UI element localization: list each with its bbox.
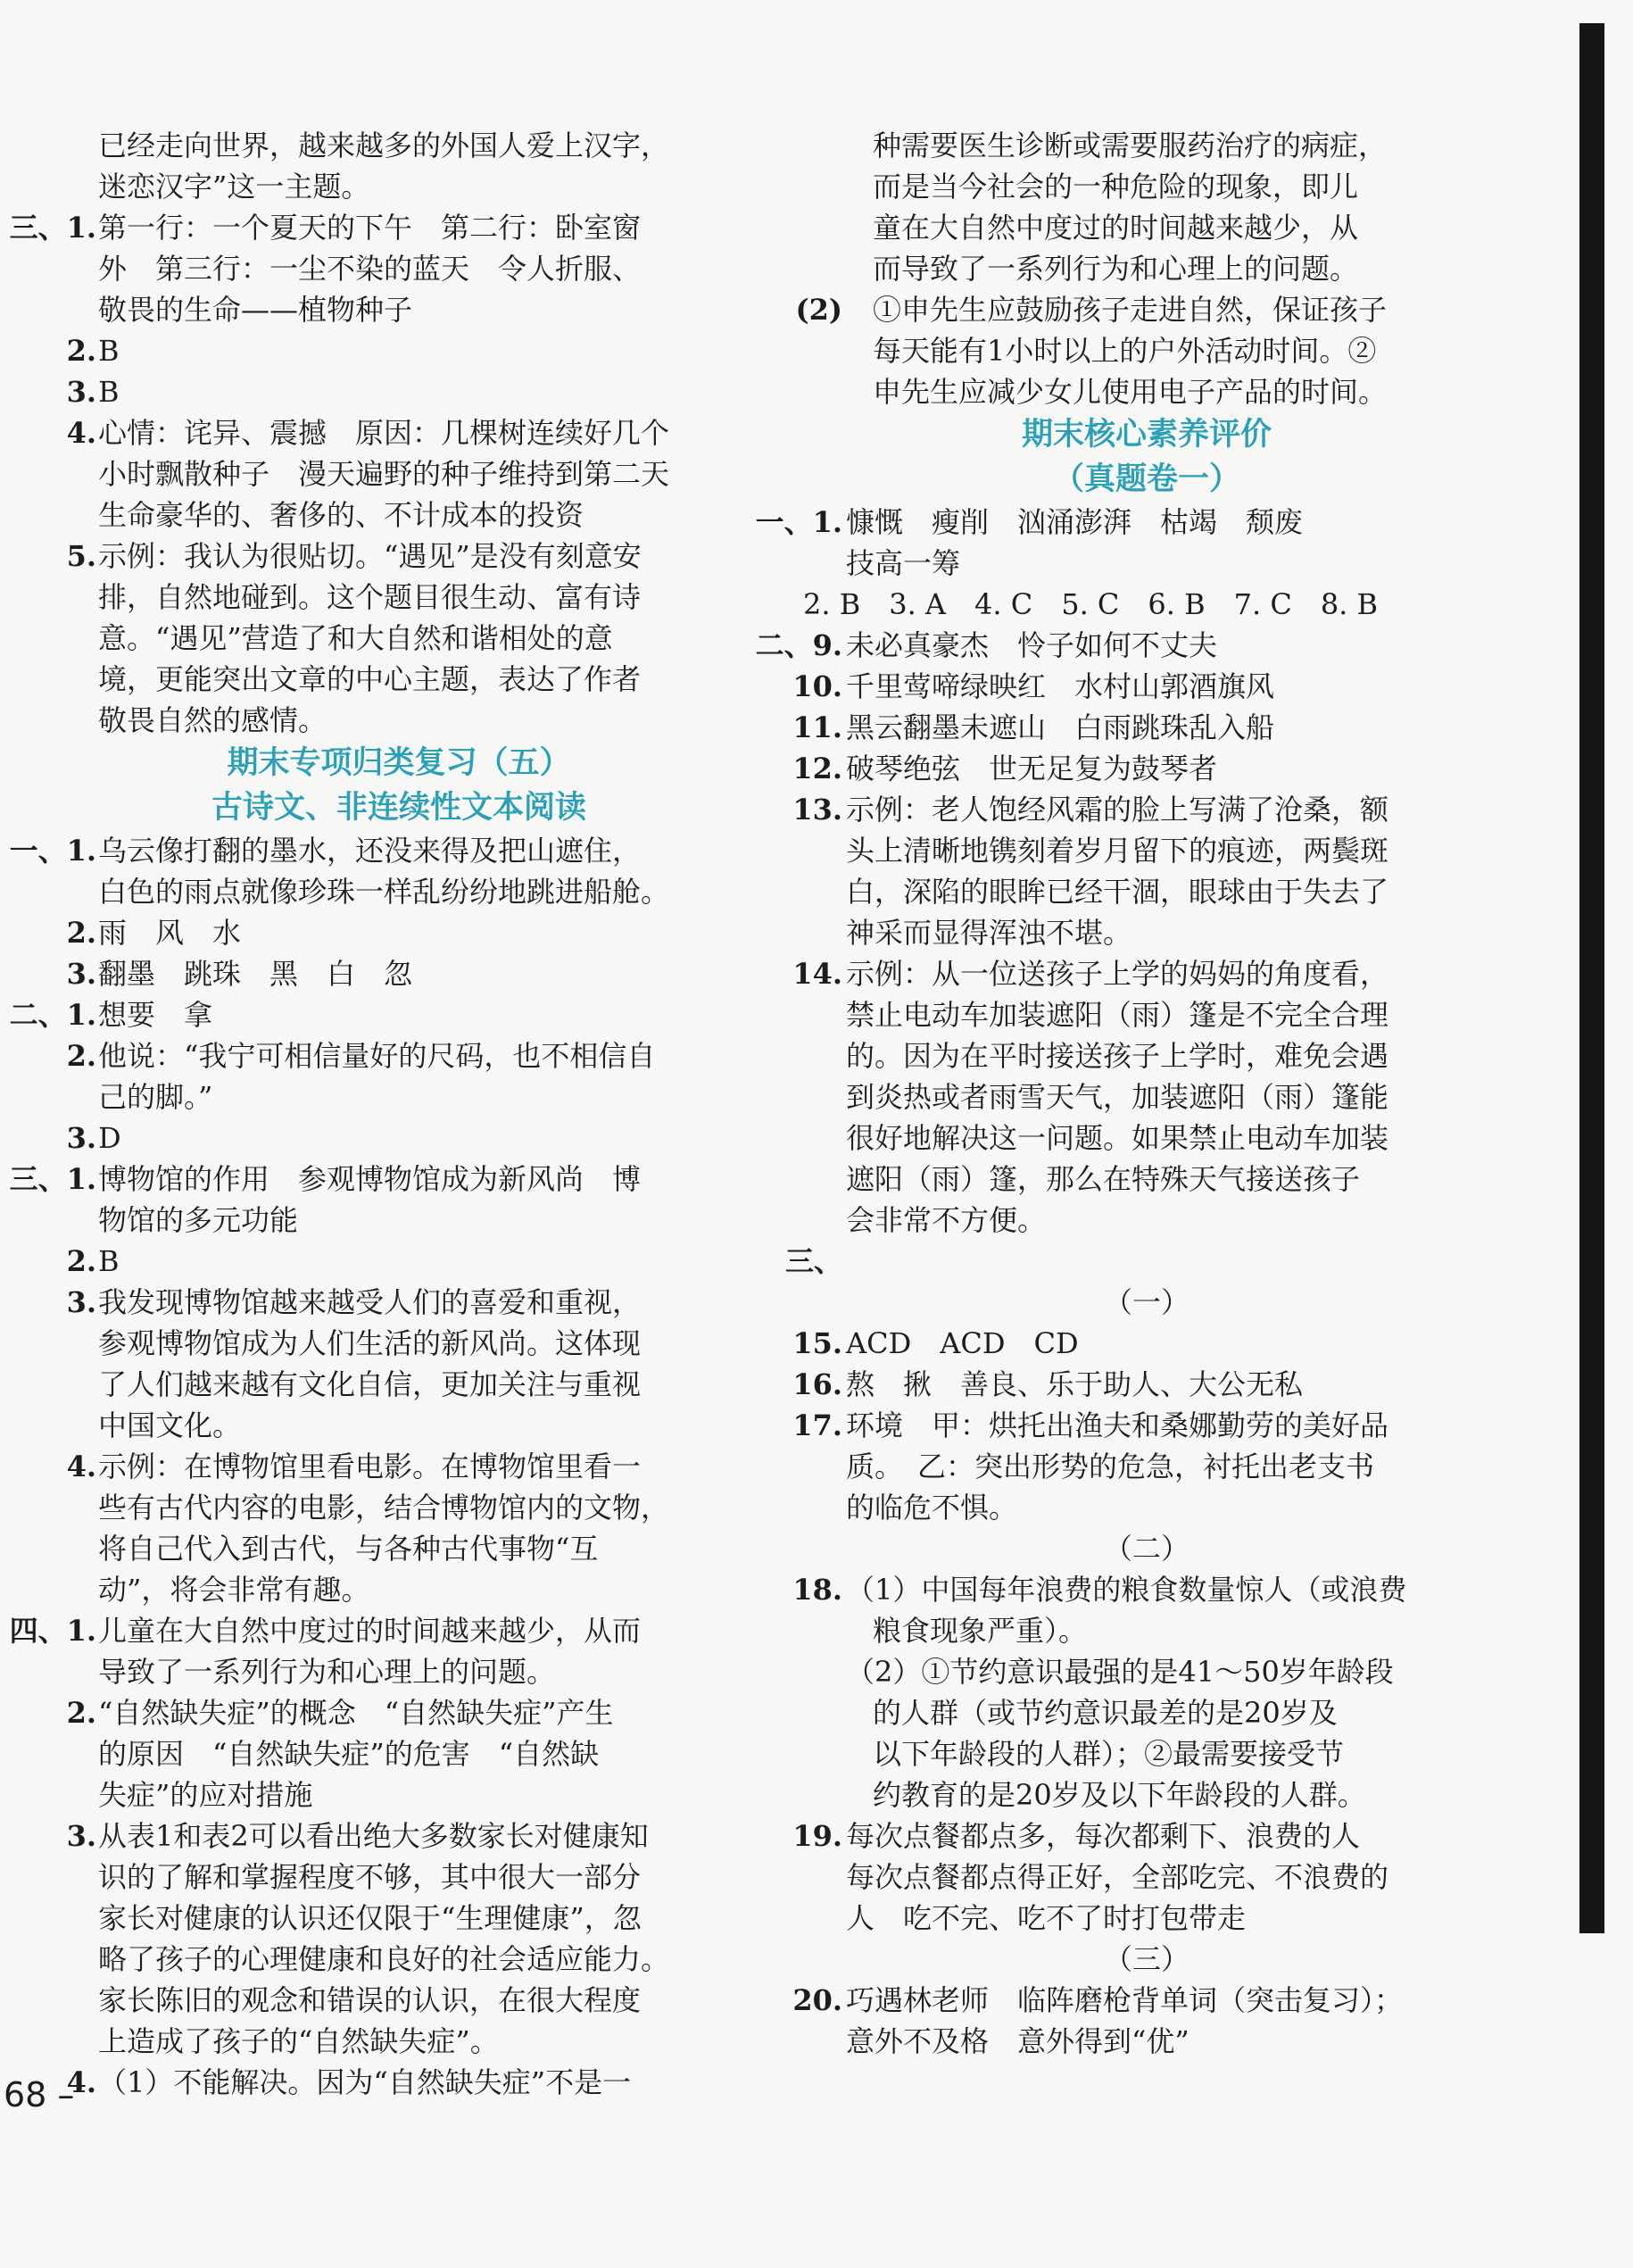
answer-line: [792, 666, 1490, 707]
answer-line: [55, 1035, 742, 1076]
question-marker: 三、1.: [9, 211, 96, 245]
answer-line: [55, 1405, 742, 1446]
answer-line: [55, 2021, 742, 2062]
question-marker: 二、9.: [755, 628, 842, 662]
answer-line: [803, 994, 1490, 1035]
answer-text: 家长对健康的认识还仅限于“生理健康”，忽: [98, 1901, 642, 1935]
answer-line: [55, 577, 742, 618]
answer-line: [803, 1857, 1490, 1898]
answer-line: [55, 166, 742, 207]
question-marker: 18.: [792, 1573, 842, 1607]
answer-line: [803, 1159, 1490, 1200]
question-marker: 17.: [792, 1408, 842, 1442]
answer-line: [55, 1939, 742, 1980]
section-heading: 期末核心素养评价: [1021, 417, 1272, 453]
answer-line: [803, 207, 1490, 248]
answer-line: [803, 912, 1490, 953]
answer-text: D: [98, 1121, 121, 1155]
answer-line: [55, 1651, 742, 1692]
answer-line: [55, 659, 742, 700]
answer-line: [55, 1323, 742, 1364]
answer-text: 导致了一系列行为和心理上的问题。: [98, 1655, 556, 1689]
question-marker: 3.: [66, 1819, 96, 1853]
question-marker: 16.: [792, 1367, 842, 1401]
answer-line: [9, 207, 742, 248]
answer-text: 境，更能突出文章的中心主题，表达了作者: [98, 662, 642, 696]
answer-text: 失症”的应对措施: [98, 1778, 313, 1812]
answer-text: 质。 乙：突出形势的危急，衬托出老支书: [846, 1450, 1375, 1483]
answer-text: 申先生应减少女儿使用电子产品的时间。: [873, 375, 1388, 409]
answer-text: 雨 风 水: [98, 916, 242, 950]
answer-text: 禁止电动车加装遮阳（雨）篷是不完全合理: [846, 998, 1389, 1032]
answer-text: 将自己代入到古代，与各种古代事物“互: [98, 1532, 599, 1566]
question-marker: 3.: [66, 957, 96, 991]
answer-text: “自然缺失症”的概念 “自然缺失症”产生: [98, 1696, 614, 1730]
answer-text: 略了孩子的心理健康和良好的社会适应能力。: [98, 1942, 670, 1976]
question-marker: 一、1.: [9, 834, 96, 868]
answer-text: 上造成了孩子的“自然缺失症”。: [98, 2024, 499, 2058]
answer-line: [55, 289, 742, 330]
answer-text: 遮阳（雨）篷，那么在特殊天气接送孩子: [846, 1162, 1361, 1196]
answer-line: [55, 1692, 742, 1733]
section-heading: 期末专项归类复习（五）: [227, 745, 571, 781]
answer-text: 种需要医生诊断或需要服药治疗的病症，: [873, 129, 1388, 162]
question-marker: (2): [795, 293, 842, 327]
answer-line: [55, 1282, 742, 1323]
answer-text: 每天能有1小时以上的户外活动时间。②: [873, 334, 1377, 368]
question-marker: 一、1.: [755, 505, 842, 539]
answer-text: 的人群（或节约意识最差的是20岁及: [873, 1696, 1338, 1730]
answer-line: [803, 871, 1490, 912]
answer-line: [803, 830, 1490, 871]
answer-text: ACD ACD CD: [846, 1326, 1079, 1360]
question-marker: 15.: [792, 1326, 842, 1360]
answer-text: 些有古代内容的电影，结合博物馆内的文物，: [98, 1491, 670, 1524]
answer-line: [55, 1774, 742, 1815]
answer-line: [55, 700, 742, 741]
question-marker: 2.: [66, 1696, 96, 1730]
answer-text: 破琴绝弦 世无足复为鼓琴者: [846, 752, 1218, 785]
answer-line: [792, 1980, 1490, 2021]
answer-text: 以下年龄段的人群）；②最需要接受节: [873, 1737, 1345, 1771]
answer-line: [9, 1610, 742, 1651]
question-marker: 13.: [792, 793, 842, 827]
answer-line: [795, 289, 1490, 330]
answer-text: 乌云像打翻的墨水，还没来得及把山遮住，: [98, 834, 642, 868]
answer-text: 已经走向世界，越来越多的外国人爱上汉字，: [98, 129, 670, 162]
answer-text: 而导致了一系列行为和心理上的问题。: [873, 252, 1359, 286]
question-marker: 10.: [792, 669, 842, 703]
answer-line: [803, 2021, 1490, 2062]
answer-text: 环境 甲：烘托出渔夫和桑娜勤劳的美好品: [846, 1408, 1389, 1442]
answer-text: 白色的雨点就像珍珠一样乱纷纷地跳进船舱。: [98, 875, 670, 909]
answer-text: 千里莺啼绿映红 水村山郭酒旗风: [846, 669, 1275, 703]
answer-text: 巧遇林老师 临阵磨枪背单词（突击复习）；: [846, 1983, 1404, 2017]
answer-line: [803, 1076, 1490, 1117]
answer-line: [803, 330, 1490, 371]
question-marker: 14.: [792, 957, 842, 991]
right-column: [755, 125, 1490, 2062]
answer-text: 未必真豪杰 怜子如何不丈夫: [846, 628, 1218, 662]
question-marker: 2.: [66, 916, 96, 950]
answer-text: 心情：诧异、震撼 原因：几棵树连续好几个: [98, 416, 670, 450]
answer-line: [803, 1898, 1490, 1939]
answer-line: [792, 707, 1490, 748]
answer-text: （1）不能解决。因为“自然缺失症”不是一: [98, 2065, 632, 2099]
answer-text: 的。因为在平时接送孩子上学时，难免会遇: [846, 1039, 1389, 1073]
answer-line: [803, 1117, 1490, 1159]
answer-text: 他说：“我宁可相信量好的尺码，也不相信自: [98, 1039, 656, 1073]
answer-text: 白，深陷的眼眸已经干涸，眼球由于失去了: [846, 875, 1389, 909]
answer-line: [55, 1528, 742, 1569]
answer-line: [792, 1569, 1490, 1610]
answer-line: [55, 453, 742, 494]
answer-line: [9, 994, 742, 1035]
answer-text: 很好地解决这一问题。如果禁止电动车加装: [846, 1121, 1389, 1155]
answer-text: B: [98, 1244, 120, 1278]
answer-line: [792, 1323, 1490, 1364]
answer-text: 的临危不惧。: [846, 1491, 1018, 1524]
answer-line: [803, 1774, 1490, 1815]
question-marker: 4.: [66, 416, 96, 450]
answer-text: 神采而显得浑浊不堪。: [846, 916, 1132, 950]
answer-line: [55, 536, 742, 577]
question-marker: 2.: [66, 1244, 96, 1278]
answer-line: [803, 1733, 1490, 1774]
answer-line: [784, 1241, 1490, 1282]
answer-text: 示例：老人饱经风霜的脸上写满了沧桑，额: [846, 793, 1389, 827]
answer-line: [55, 1200, 742, 1241]
answer-text: 生命豪华的、奢侈的、不计成本的投资: [98, 498, 584, 532]
question-marker: 三、1.: [9, 1162, 96, 1196]
answer-text: 而是当今社会的一种危险的现象，即儿: [873, 170, 1359, 204]
answer-text: 敬畏自然的感情。: [98, 703, 327, 737]
answer-text: 2. B 3. A 4. C 5. C 6. B 7. C 8. B: [803, 587, 1379, 621]
answer-text: 示例：我认为很贴切。“遇见”是没有刻意安: [98, 539, 642, 573]
answer-line: [792, 1405, 1490, 1446]
answer-line: [803, 125, 1490, 166]
answer-line: [792, 1364, 1490, 1405]
answer-line: [55, 1569, 742, 1610]
answer-text: 意外不及格 意外得到“优”: [846, 2024, 1190, 2058]
answer-line: [803, 1692, 1490, 1733]
question-marker: 四、1.: [9, 1614, 96, 1648]
section-heading: （真题卷一）: [1052, 461, 1240, 497]
answer-text: 外 第三行：一尘不染的蓝天 令人折服、: [98, 252, 642, 286]
answer-text: 己的脚。”: [98, 1080, 213, 1114]
answer-text: 翻墨 跳珠 黑 白 忽: [98, 957, 413, 991]
question-marker: 2.: [66, 1039, 96, 1073]
answer-line: [803, 1610, 1490, 1651]
answer-text: （2）①节约意识最强的是41～50岁年龄段: [846, 1655, 1394, 1689]
answer-text: 儿童在大自然中度过的时间越来越少，从而: [98, 1614, 642, 1648]
answer-line: [803, 1651, 1490, 1692]
answer-text: 了人们越来越有文化自信，更加关注与重视: [98, 1367, 642, 1401]
answer-text: 家长陈旧的观念和错误的认识，在很大程度: [98, 1983, 642, 2017]
answer-line: [55, 871, 742, 912]
answer-text: 想要 拿: [98, 998, 213, 1032]
answer-text: 从表1和表2可以看出绝大多数家长对健康知: [98, 1819, 649, 1853]
answer-line: [55, 953, 742, 994]
answer-text: 头上清晰地镌刻着岁月留下的痕迹，两鬓斑: [846, 834, 1389, 868]
answer-line: [55, 1487, 742, 1528]
answer-text: 熬 揪 善良、乐于助人、大公无私: [846, 1367, 1304, 1401]
answer-line: [55, 2062, 742, 2103]
answer-line: [55, 412, 742, 453]
answer-text: 每次点餐都点多，每次都剩下、浪费的人: [846, 1819, 1361, 1853]
question-marker: 3.: [66, 1121, 96, 1155]
answer-text: 示例：在博物馆里看电影。在博物馆里看一: [98, 1450, 642, 1483]
question-marker: 4.: [66, 2065, 96, 2099]
answer-text: 动”，将会非常有趣。: [98, 1573, 370, 1607]
answer-text: B: [98, 334, 120, 368]
answer-line: [55, 1117, 742, 1159]
answer-text: （1）中国每年浪费的粮食数量惊人（或浪费: [846, 1573, 1407, 1607]
answer-text: 粮食现象严重）。: [873, 1614, 1088, 1648]
question-marker: 2.: [66, 334, 96, 368]
answer-text: ①申先生应鼓励孩子走进自然，保证孩子: [873, 293, 1388, 327]
answer-line: [803, 1200, 1490, 1241]
answer-line: [803, 1035, 1490, 1076]
answer-text: 示例：从一位送孩子上学的妈妈的角度看，: [846, 957, 1389, 991]
question-marker: 三、: [784, 1244, 842, 1278]
question-marker: 11.: [792, 710, 842, 744]
answer-text: 的原因 “自然缺失症”的危害 “自然缺: [98, 1737, 600, 1771]
question-marker: 二、1.: [9, 998, 96, 1032]
answer-line: [55, 248, 742, 289]
answer-line: [55, 330, 742, 371]
answer-text: 人 吃不完、吃不了时打包带走: [846, 1901, 1247, 1935]
answer-line: [55, 1898, 742, 1939]
answer-text: 童在大自然中度过的时间越来越少，从: [873, 211, 1359, 245]
answer-line: [803, 1446, 1490, 1487]
answer-line: [755, 625, 1490, 666]
answer-line: [55, 1241, 742, 1282]
answer-line: [803, 584, 1490, 625]
binding-edge: [1579, 23, 1604, 1933]
question-marker: 19.: [792, 1819, 842, 1853]
question-marker: 5.: [66, 539, 96, 573]
answer-line: [792, 953, 1490, 994]
answer-text: 每次点餐都点得正好，全部吃完、不浪费的: [846, 1860, 1389, 1894]
answer-line: [55, 618, 742, 659]
answer-text: 识的了解和掌握程度不够，其中很大一部分: [98, 1860, 642, 1894]
answer-text: 小时飘散种子 漫天遍野的种子维持到第二天: [98, 457, 670, 491]
question-marker: 20.: [792, 1983, 842, 2017]
page-number: 68 –: [4, 2075, 75, 2114]
answer-line: [55, 125, 742, 166]
subsection-label: （一）: [1103, 1285, 1190, 1319]
answer-line: [9, 830, 742, 871]
answer-line: [803, 543, 1490, 584]
question-marker: 12.: [792, 752, 842, 785]
answer-line: [803, 166, 1490, 207]
answer-text: 博物馆的作用 参观博物馆成为新风尚 博: [98, 1162, 642, 1196]
answer-text: 我发现博物馆越来越受人们的喜爱和重视，: [98, 1285, 642, 1319]
answer-text: 慷慨 瘦削 汹涌澎湃 枯竭 颓废: [846, 505, 1304, 539]
answer-line: [55, 1076, 742, 1117]
section-heading: 古诗文、非连续性文本阅读: [211, 790, 586, 826]
answer-line: [55, 1446, 742, 1487]
answer-text: 技高一筹: [846, 546, 961, 580]
answer-line: [55, 1733, 742, 1774]
question-marker: 3.: [66, 375, 96, 409]
question-marker: 4.: [66, 1450, 96, 1483]
answer-text: 意。“遇见”营造了和大自然和谐相处的意: [98, 621, 613, 655]
answer-line: [55, 1364, 742, 1405]
answer-line: [803, 1487, 1490, 1528]
answer-line: [792, 1815, 1490, 1857]
answer-text: 物馆的多元功能: [98, 1203, 299, 1237]
answer-line: [755, 502, 1490, 543]
answer-line: [792, 748, 1490, 789]
answer-text: 约教育的是20岁及以下年龄段的人群。: [873, 1778, 1366, 1812]
subsection-label: （二）: [1103, 1532, 1190, 1566]
subsection-label: （三）: [1103, 1942, 1190, 1976]
answer-line: [55, 1815, 742, 1857]
question-marker: 3.: [66, 1285, 96, 1319]
answer-line: [792, 789, 1490, 830]
answer-line: [55, 1857, 742, 1898]
answer-line: [803, 371, 1490, 412]
answer-line: [55, 371, 742, 412]
answer-line: [55, 494, 742, 536]
answer-line: [55, 1980, 742, 2021]
answer-text: 第一行：一个夏天的下午 第二行：卧室窗: [98, 211, 642, 245]
answer-text: 黑云翻墨未遮山 白雨跳珠乱入船: [846, 710, 1275, 744]
answer-text: 迷恋汉字”这一主题。: [98, 170, 370, 204]
answer-text: B: [98, 375, 120, 409]
answer-text: 中国文化。: [98, 1408, 242, 1442]
answer-text: 参观博物馆成为人们生活的新风尚。这体现: [98, 1326, 642, 1360]
answer-line: [9, 1159, 742, 1200]
answer-line: [803, 248, 1490, 289]
answer-text: 敬畏的生命——植物种子: [98, 293, 413, 327]
answer-text: 排，自然地碰到。这个题目很生动、富有诗: [98, 580, 642, 614]
answer-line: [55, 912, 742, 953]
answer-text: 会非常不方便。: [846, 1203, 1047, 1237]
answer-text: 到炎热或者雨雪天气，加装遮阳（雨）篷能: [846, 1080, 1389, 1114]
